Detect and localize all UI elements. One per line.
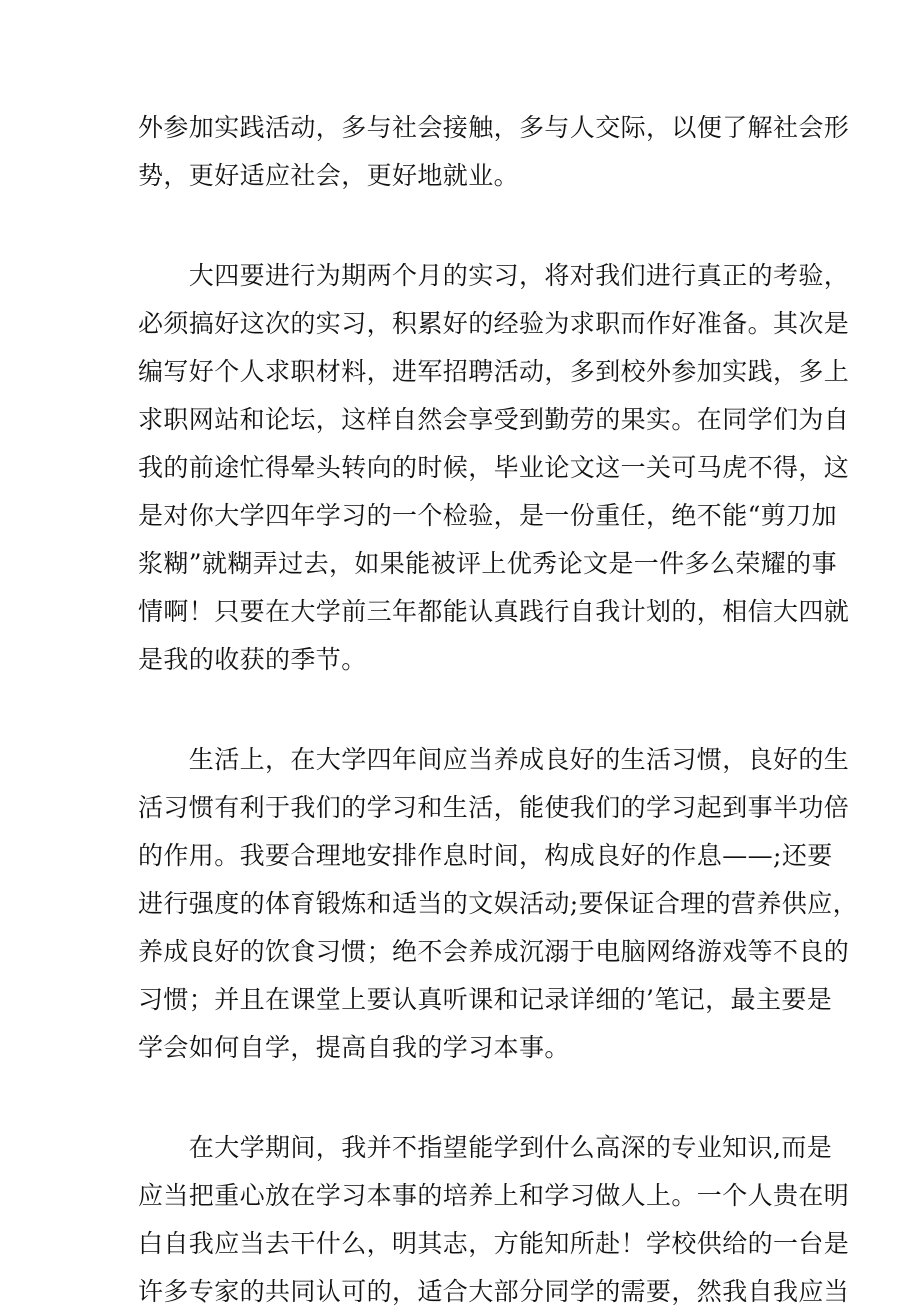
text-line: 白自我应当去干什么，明其志，方能知所赴！学校供给的一台是 <box>138 1229 850 1258</box>
text-line: 学会如何自学，提高自我的学习本事。 <box>138 1033 570 1062</box>
text-line: 浆糊”就糊弄过去，如果能被评上优秀论文是一件多么荣耀的事 <box>138 549 837 578</box>
text-line: 编写好个人求职材料，进军招聘活动，多到校外参加实践，多上 <box>138 357 850 386</box>
text-line: 应当把重心放在学习本事的培养上和学习做人上。一个人贵在明 <box>138 1181 850 1210</box>
text-line: 许多专家的共同认可的，适合大部分同学的需要，然我自我应当 <box>138 1277 850 1306</box>
text-line: 养成良好的饮食习惯；绝不会养成沉溺于电脑网络游戏等不良的 <box>138 937 850 966</box>
document-body <box>138 104 859 1316</box>
paragraph-gap <box>138 1072 798 1124</box>
text-line: 习惯；并且在课堂上要认真听课和记录详细的’笔记，最主要是 <box>138 985 833 1014</box>
text-line: 在大学期间，我并不指望能学到什么高深的专业知识,而是 <box>138 1133 833 1162</box>
text-line: 大四要进行为期两个月的实习，将对我们进行真正的考验， <box>138 261 850 290</box>
paragraph-3 <box>138 736 859 1072</box>
text-line: 是对你大学四年学习的一个检验，是一份重任，绝不能“剪刀加 <box>138 501 837 530</box>
text-line: 是我的收获的季节。 <box>138 645 367 674</box>
text-line: 生活上，在大学四年间应当养成良好的生活习惯，良好的生 <box>138 745 850 774</box>
paragraph-4 <box>138 1124 850 1316</box>
text-line: 的作用。我要合理地安排作息时间，构成良好的作息——;还要 <box>138 841 833 870</box>
text-line: 求职网站和论坛，这样自然会享受到勤劳的果实。在同学们为自 <box>138 405 850 434</box>
paragraph-gap <box>138 200 798 252</box>
paragraph-1 <box>138 104 850 200</box>
text-line: 情啊！只要在大学前三年都能认真践行自我计划的，相信大四就 <box>138 597 850 626</box>
paragraph-2 <box>138 252 850 684</box>
text-line: 我的前途忙得晕头转向的时候，毕业论文这一关可马虎不得，这 <box>138 453 850 482</box>
text-line: 活习惯有利于我们的学习和生活，能使我们的学习起到事半功倍 <box>138 793 850 822</box>
paragraph-gap <box>138 684 798 736</box>
text-line: 必须搞好这次的实习，积累好的经验为求职而作好准备。其次是 <box>138 309 850 338</box>
text-line: 势，更好适应社会，更好地就业。 <box>138 161 520 190</box>
text-line: 外参加实践活动，多与社会接触，多与人交际，以便了解社会形 <box>138 113 850 142</box>
text-line: 进行强度的体育锻炼和适当的文娱活动;要保证合理的营养供应， <box>138 889 859 918</box>
